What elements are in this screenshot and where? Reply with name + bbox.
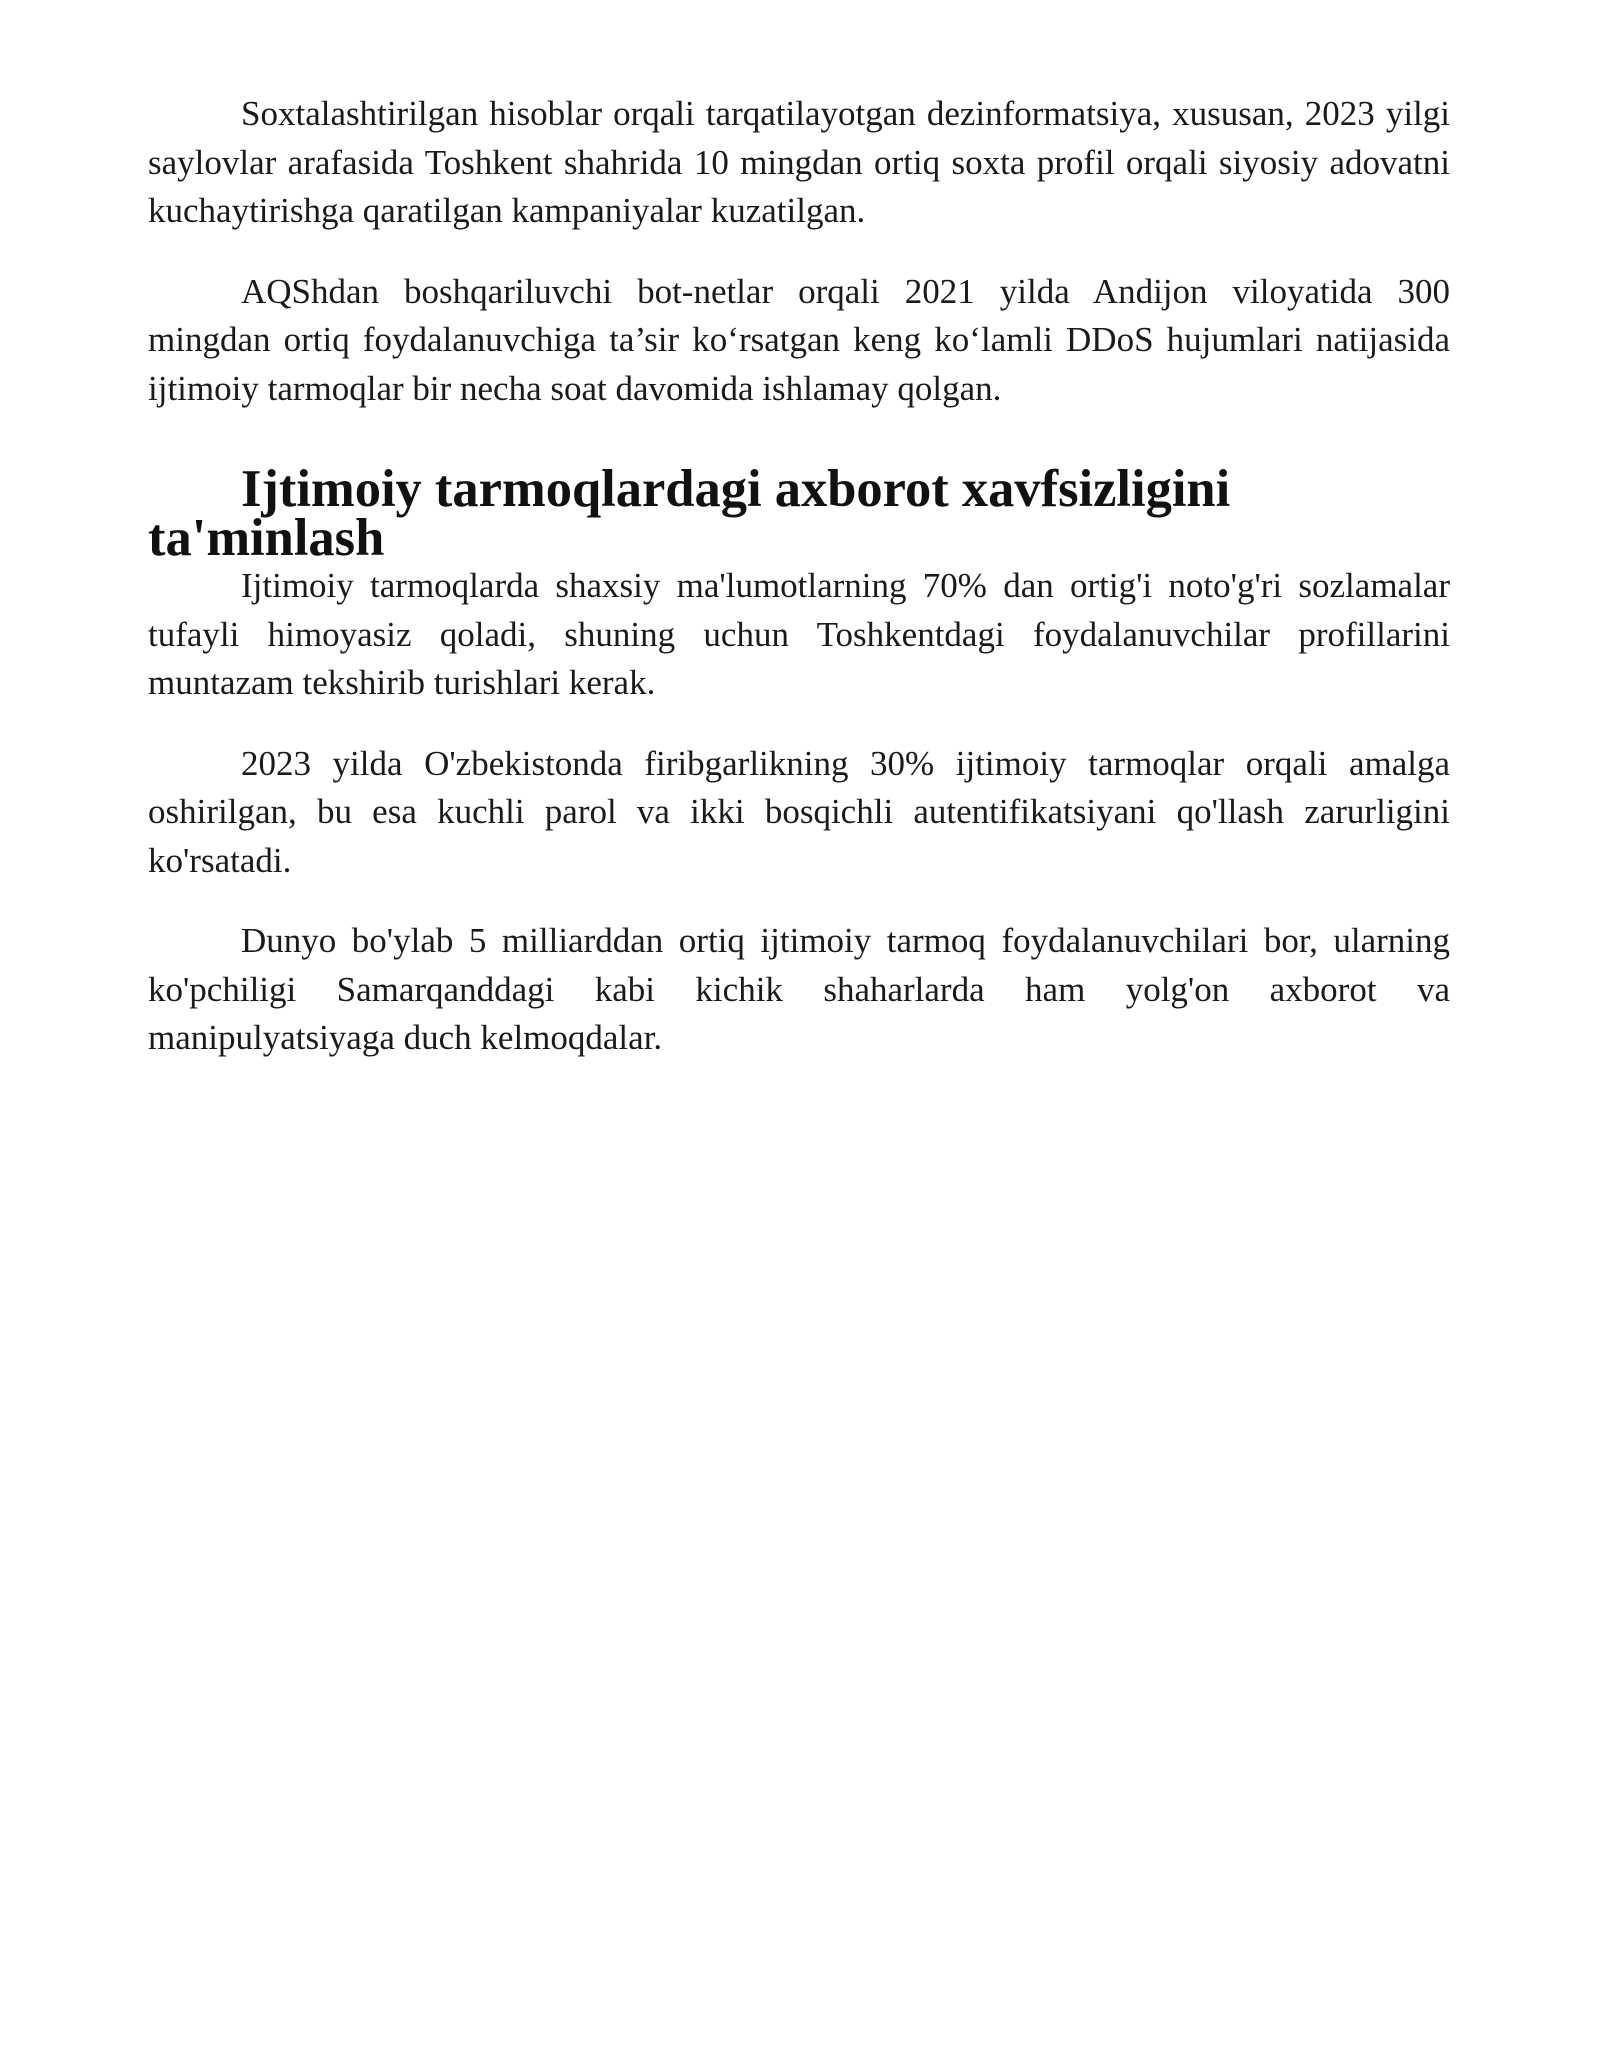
paragraph-global-users: Dunyo bo'ylab 5 milliarddan ortiq ijtimoiy tarmoq foydalanuvchilari bor, ularning ko'pchiligi Samarqanddagi kabi kichik shaharlarda ham yolg'on axborot va manipulyatsiyaga duch kelmoqdalar. — [148, 921, 1450, 1057]
section-heading: Ijtimoiy tarmoqlardagi axborot xavfsizligini ta'minlash — [148, 460, 1231, 567]
paragraph-ddos-attacks: AQShdan boshqariluvchi bot-netlar orqali 2021 yilda Andijon viloyatida 300 mingdan ortiq foydalanuvchiga ta’sir ko‘rsatgan keng ko‘lamli DDoS hujumlari natijasida ijtimoiy tarmoqlar bir necha soat davomida ishlamay qolgan. — [148, 271, 1450, 408]
paragraph-fake-accounts: Soxtalashtirilgan hisoblar orqali tarqatilayotgan dezinformatsiya, xususan, 2023 yilgi saylovlar arafasida Toshkent shahrida 10 mingdan ortiq soxta profil orqali siyosiy adovatni kuchaytirishga qaratilgan kampaniyalar kuzatilgan. — [148, 94, 1450, 230]
paragraph-privacy-settings: Ijtimoiy tarmoqlarda shaxsiy ma'lumotlarning 70% dan ortig'i noto'g'ri sozlamalar tufayli himoyasiz qoladi, shuning uchun Toshkentdagi foydalanuvchilar profillarini muntazam tekshirib turishlari kerak. — [148, 566, 1450, 702]
paragraph-fraud-statistics: 2023 yilda O'zbekistonda firibgarlikning 30% ijtimoiy tarmoqlar orqali amalga oshirilgan, bu esa kuchli parol va ikki bosqichli autentifikatsiyani qo'llash zarurligini ko'rsatadi. — [148, 743, 1450, 880]
document-page — [148, 90, 1450, 1095]
